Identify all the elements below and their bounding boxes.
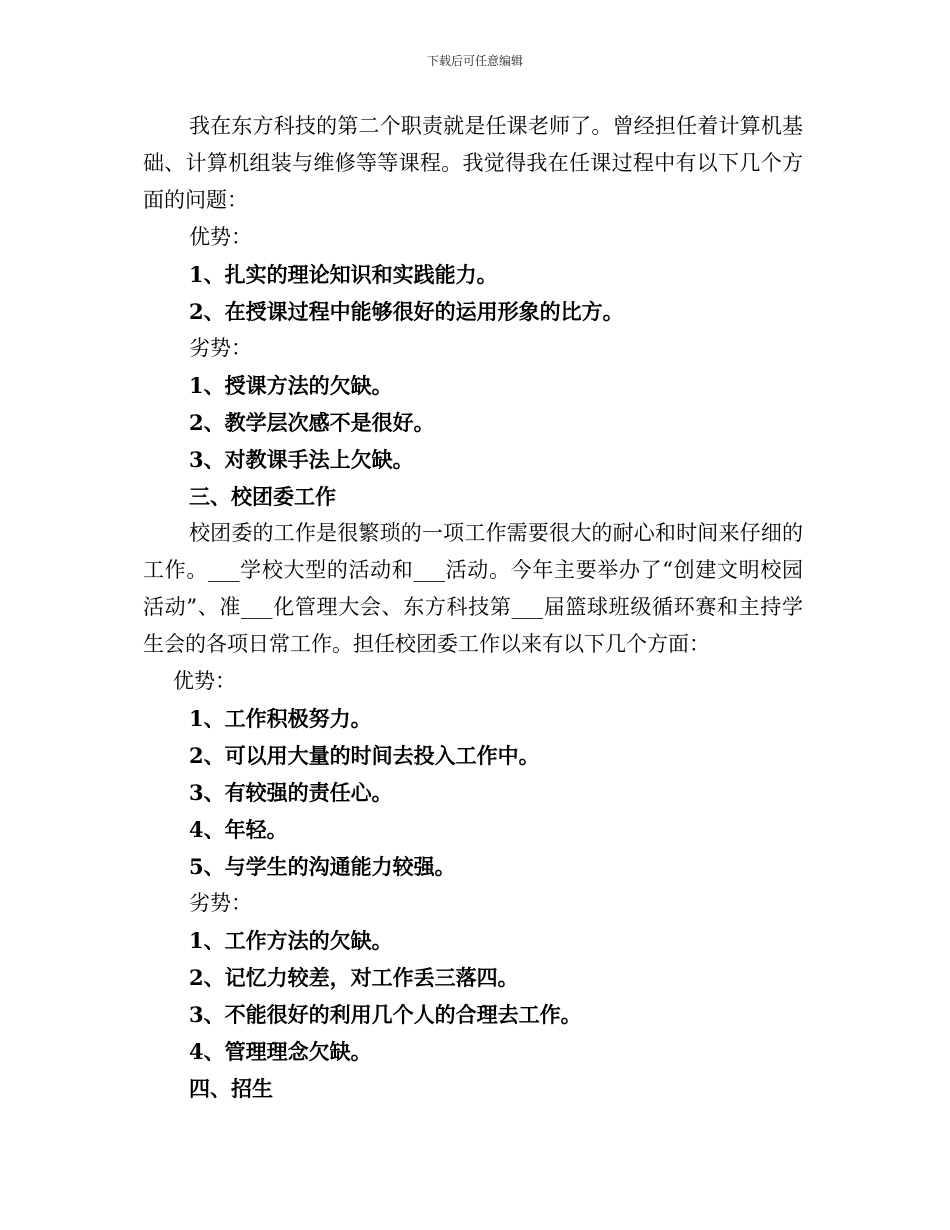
paragraph-teaching-duties: 我在东方科技的第二个职责就是任课老师了。曾经担任着计算机基础、计算机组装与维修等等课程。我觉得我在任课过程中有以下几个方面的问题： [143,114,803,212]
teaching-weaknesses-label: 劣势： [189,336,252,360]
league-weakness-item: 4、管理理念欠缺。 [189,1039,372,1064]
teaching-strength-item: 1、扎实的理论知识和实践能力。 [189,262,498,287]
teaching-weakness-item: 1、授课方法的欠缺。 [189,373,393,398]
paragraph-league-work: 校团委的工作是很繁琐的一项工作需要很大的耐心和时间来仔细的工作。___学校大型的活动和___活动。今年主要举办了“创建文明校园活动”、准___化管理大会、东方科技第___届篮球班级循环赛和主持学生会的各项日常工作。担任校团委工作以来有以下几个方面： [143,521,803,656]
league-strength-item: 2、可以用大量的时间去投入工作中。 [189,743,540,768]
league-strengths-label: 优势： [173,669,236,693]
league-weaknesses-label: 劣势： [189,891,252,915]
teaching-strengths-label: 优势： [189,225,252,249]
league-strength-item: 4、年轻。 [189,817,288,842]
header-note: 下载后可任意编辑 [426,54,523,68]
league-weakness-item: 2、记忆力较差，对工作丢三落四。 [189,965,519,990]
teaching-weakness-item: 3、对教课手法上欠缺。 [189,447,414,472]
teaching-strength-item: 2、在授课过程中能够很好的运用形象的比方。 [189,299,624,324]
league-weakness-item: 3、不能很好的利用几个人的合理去工作。 [189,1002,582,1027]
league-strength-item: 5、与学生的沟通能力较强。 [189,854,456,879]
league-strength-item: 3、有较强的责任心。 [189,780,393,805]
league-weakness-item: 1、工作方法的欠缺。 [189,928,393,953]
league-strength-item: 1、工作积极努力。 [189,706,372,731]
teaching-weakness-item: 2、教学层次感不是很好。 [189,410,435,435]
section-heading-league: 三、校团委工作 [189,484,336,509]
section-heading-enrollment: 四、招生 [189,1076,273,1101]
document-body [143,108,803,1107]
